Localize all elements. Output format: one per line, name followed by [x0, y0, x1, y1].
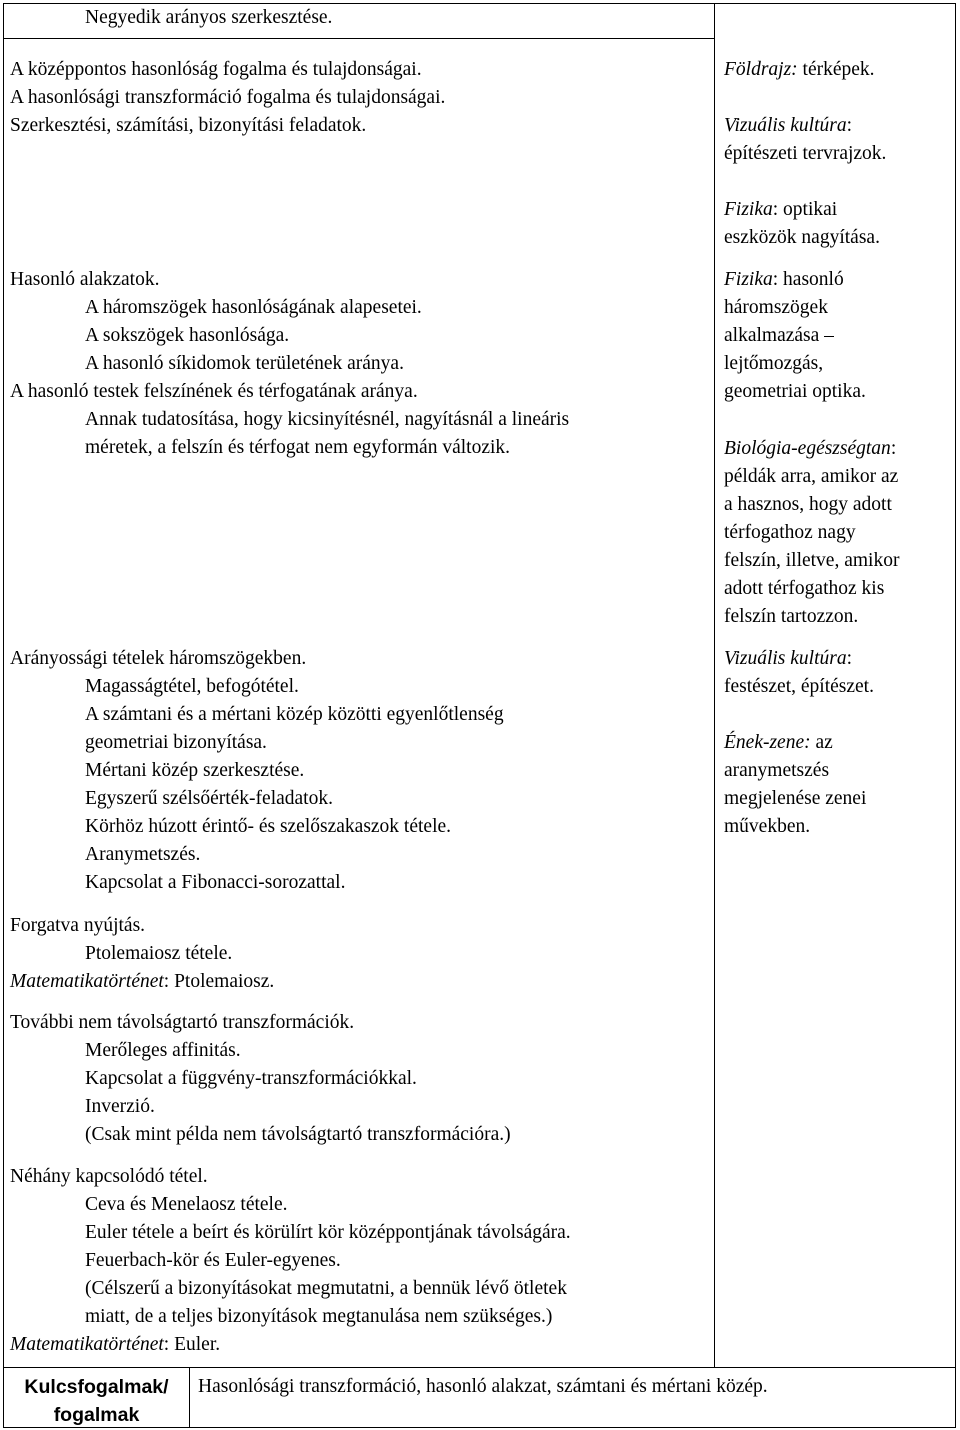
link-line: [724, 112, 956, 140]
subject-text: :: [890, 438, 897, 459]
subject-text: megjelenése zenei: [724, 788, 867, 809]
subject-text: geometriai optika.: [724, 381, 866, 402]
text-line: Merőleges affinitás.: [85, 1040, 241, 1061]
history-value: : Ptolemaiosz.: [163, 971, 275, 992]
row1-line: Negyedik arányos szerkesztése.: [85, 7, 333, 28]
text-line: méretek, a felszín és térfogat nem egyformán változik.: [85, 437, 511, 458]
subject-text: építészeti tervrajzok.: [724, 143, 887, 164]
text-line: A hasonló síkidomok területének aránya.: [85, 353, 404, 374]
text-line: A hasonlósági transzformáció fogalma és tulajdonságai.: [10, 87, 446, 108]
link-geography: [724, 56, 956, 84]
text-line: (Célszerű a bizonyításokat megmutatni, a bennük lévő ötletek: [85, 1278, 567, 1299]
section-heading: Néhány kapcsolódó tétel.: [10, 1166, 208, 1187]
section-heading: Forgatva nyújtás.: [10, 915, 146, 936]
text-line: geometriai bizonyítása.: [85, 732, 267, 753]
text-line: A hasonló testek felszínének és térfogatának aránya.: [10, 381, 418, 402]
subject-text: : hasonló: [772, 269, 844, 290]
section-heading: Hasonló alakzatok.: [10, 269, 160, 290]
text-line: Mértani közép szerkesztése.: [85, 760, 305, 781]
subject-text: festészet, építészet.: [724, 676, 874, 697]
text-line: Kapcsolat a Fibonacci-sorozattal.: [85, 872, 346, 893]
subject-text: térfogathoz nagy: [724, 522, 856, 543]
text-line: Egyszerű szélsőérték-feladatok.: [85, 788, 333, 809]
link-biology: [724, 435, 956, 631]
subject-label: Vizuális kultúra: [724, 648, 847, 669]
subject-label: Biológia-egészségtan: [724, 438, 891, 459]
row-divider-footer: [3, 1367, 956, 1368]
text-line: A középpontos hasonlóság fogalma és tulajdonságai.: [10, 59, 422, 80]
row-divider-1: [3, 38, 715, 39]
history-value: : Euler.: [163, 1334, 221, 1355]
history-label: Matematikatörténet: [10, 1334, 164, 1355]
text-line: Euler tétele a beírt és körülírt kör középpontjának távolságára.: [85, 1222, 571, 1243]
text-line: (Csak mint példa nem távolságtartó transzformációra.): [85, 1124, 511, 1145]
text-line: Ceva és Menelaosz tétele.: [85, 1194, 288, 1215]
subject-label: Fizika: [724, 269, 773, 290]
link-line: [724, 435, 956, 463]
subject-text: felszín, illetve, amikor: [724, 550, 900, 571]
key-label-line: fogalmak: [53, 1404, 140, 1426]
subject-text: a hasznos, hogy adott: [724, 494, 892, 515]
text-line: miatt, de a teljes bizonyítások megtanulása nem szükséges.): [85, 1306, 553, 1327]
link-line: [724, 729, 956, 757]
text-line: Aranymetszés.: [85, 844, 201, 865]
row1-text: [10, 4, 700, 32]
text-line: Körhöz húzott érintő- és szelőszakaszok tétele.: [85, 816, 452, 837]
text-line: A számtani és a mértani közép közötti egyenlőtlenség: [85, 704, 504, 725]
key-label-line: Kulcsfogalmak/: [24, 1376, 169, 1398]
text-line: Ptolemaiosz tétele.: [85, 943, 233, 964]
section-spiral-similarity: [10, 912, 700, 996]
key-concepts-value: Hasonlósági transzformáció, hasonló alakzat, számtani és mértani közép.: [198, 1376, 768, 1397]
subject-label: Vizuális kultúra: [724, 115, 847, 136]
key-concepts-label: [3, 1373, 190, 1429]
text-line: Magasságtétel, befogótétel.: [85, 676, 299, 697]
subject-text: az: [810, 732, 833, 753]
subject-text: művekben.: [724, 816, 811, 837]
subject-text: :: [846, 648, 853, 669]
subject-text: alkalmazása –: [724, 325, 834, 346]
link-physics-1: [724, 196, 956, 252]
subject-text: :: [846, 115, 853, 136]
section-homothety: [10, 56, 700, 140]
subject-text: példák arra, amikor az: [724, 466, 899, 487]
text-line: Annak tudatosítása, hogy kicsinyítésnél, nagyításnál a lineáris: [85, 409, 570, 430]
text-line: Inverzió.: [85, 1096, 155, 1117]
section-heading: Arányossági tételek háromszögekben.: [10, 648, 307, 669]
link-line: [724, 645, 956, 673]
subject-label: Földrajz:: [724, 59, 798, 80]
section-related-theorems: [10, 1163, 700, 1359]
history-note: [10, 968, 700, 996]
border-left: [3, 3, 4, 1428]
link-physics-2: [724, 266, 956, 406]
subject-text: eszközök nagyítása.: [724, 227, 880, 248]
subject-text: lejtőmozgás,: [724, 353, 824, 374]
link-visual-arts-2: [724, 645, 956, 701]
section-similar-shapes: [10, 266, 700, 462]
text-line: Feuerbach-kör és Euler-egyenes.: [85, 1250, 341, 1271]
section-heading: További nem távolságtartó transzformációk.: [10, 1012, 355, 1033]
text-line: A sokszögek hasonlósága.: [85, 325, 290, 346]
text-line: Kapcsolat a függvény-transzformációkkal.: [85, 1068, 417, 1089]
subject-label: Fizika: [724, 199, 773, 220]
subject-text: adott térfogathoz kis: [724, 578, 885, 599]
subject-text: aranymetszés: [724, 760, 830, 781]
link-visual-arts-1: [724, 112, 956, 168]
link-line: [724, 56, 956, 84]
history-note: [10, 1331, 700, 1359]
link-line: [724, 266, 956, 294]
history-label: Matematikatörténet: [10, 971, 164, 992]
column-divider: [714, 3, 715, 1368]
text-line: A háromszögek hasonlóságának alapesetei.: [85, 297, 422, 318]
section-other-transformations: [10, 1009, 700, 1149]
link-line: [724, 196, 956, 224]
link-music: [724, 729, 956, 841]
text-line: Szerkesztési, számítási, bizonyítási feladatok.: [10, 115, 367, 136]
subject-text: : optikai: [772, 199, 838, 220]
section-proportionality: [10, 645, 700, 897]
subject-label: Ének-zene:: [724, 732, 811, 753]
subject-text: felszín tartozzon.: [724, 606, 859, 627]
subject-text: háromszögek: [724, 297, 828, 318]
subject-text: térképek.: [797, 59, 875, 80]
